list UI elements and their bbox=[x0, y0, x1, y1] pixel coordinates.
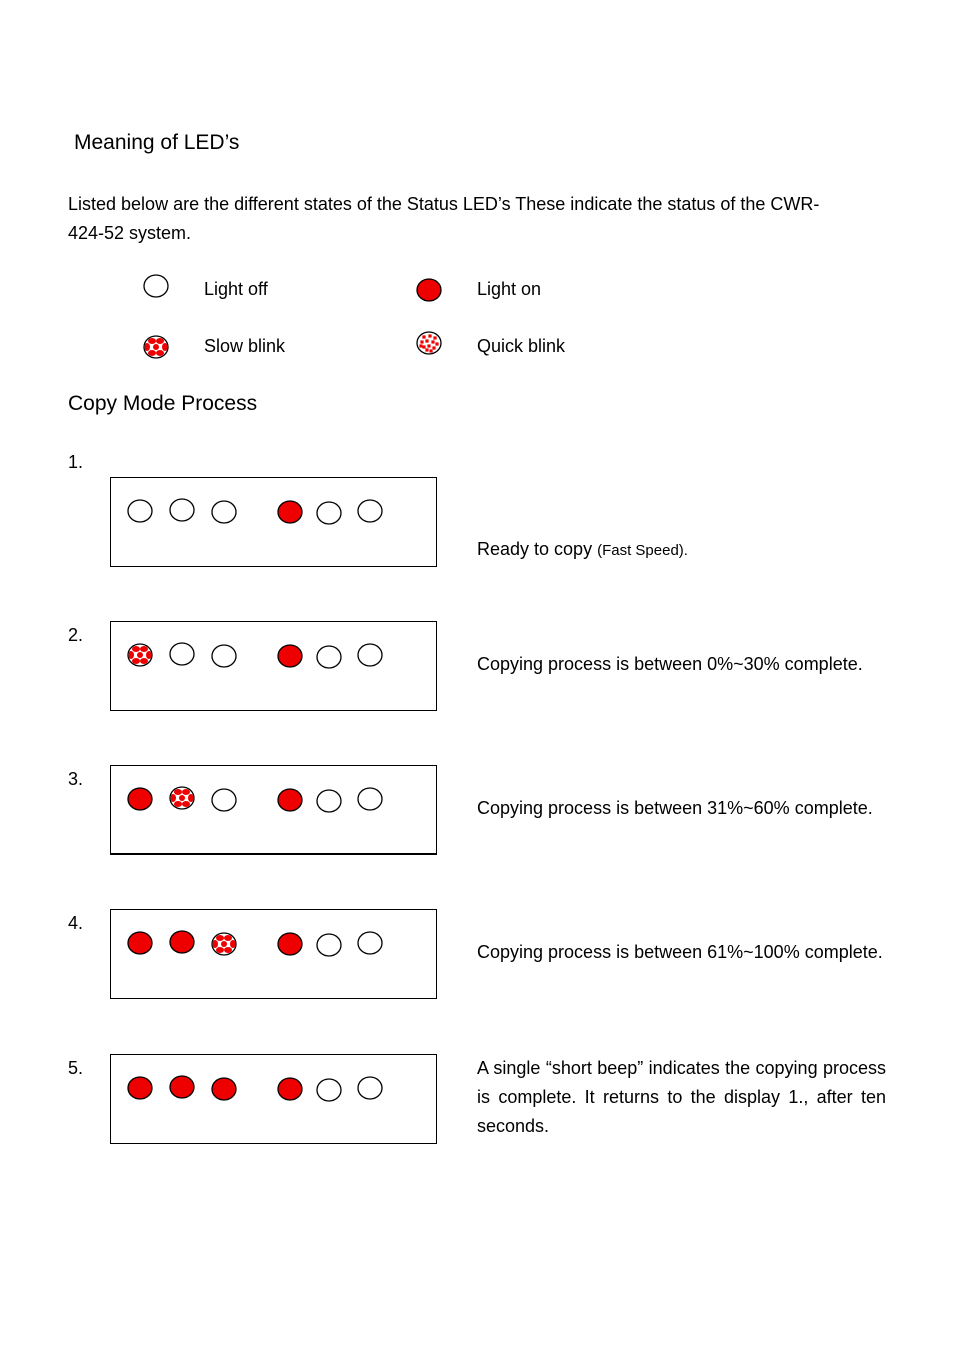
led-off-icon bbox=[357, 1076, 383, 1100]
page-title: Meaning of LED’s bbox=[74, 131, 240, 154]
led-on-icon bbox=[127, 931, 153, 955]
section-title: Copy Mode Process bbox=[68, 392, 258, 415]
led-off-icon bbox=[357, 643, 383, 667]
step-number: 5. bbox=[68, 1058, 84, 1078]
intro-paragraph: Listed below are the different states of the Status LED’s These indicate the status of the CWR-424-52 system. bbox=[68, 194, 820, 243]
led-panel bbox=[110, 477, 437, 567]
led-slow-icon bbox=[127, 643, 153, 667]
led-off-icon bbox=[357, 499, 383, 523]
led-panel bbox=[110, 1054, 437, 1144]
led-slow-icon bbox=[211, 932, 237, 956]
led-off-icon bbox=[357, 787, 383, 811]
legend-label-quick-blink: Quick blink bbox=[477, 336, 566, 356]
led-on-icon bbox=[277, 500, 303, 524]
led-off-icon bbox=[169, 642, 195, 666]
led-slow-blink-icon bbox=[143, 335, 169, 359]
led-slow-icon bbox=[169, 786, 195, 810]
led-off-icon bbox=[211, 644, 237, 668]
led-off-icon bbox=[127, 499, 153, 523]
legend-label-light-on: Light on bbox=[477, 279, 542, 299]
step-description bbox=[477, 535, 886, 565]
step-description: Copying process is between 0%~30% complete. bbox=[477, 654, 863, 674]
step-description-note: (Fast Speed). bbox=[597, 542, 688, 559]
led-on-icon bbox=[416, 278, 442, 302]
led-on-icon bbox=[277, 644, 303, 668]
led-on-icon bbox=[127, 1076, 153, 1100]
led-on-icon bbox=[277, 1077, 303, 1101]
step-number: 3. bbox=[68, 769, 84, 789]
led-quick-blink-icon bbox=[416, 331, 442, 355]
led-off-icon bbox=[316, 789, 342, 813]
led-on-icon bbox=[169, 930, 195, 954]
led-on-icon bbox=[127, 787, 153, 811]
led-off-icon bbox=[143, 274, 169, 298]
led-off-icon bbox=[211, 500, 237, 524]
led-on-icon bbox=[277, 932, 303, 956]
led-off-icon bbox=[316, 1078, 342, 1102]
step-description: Copying process is between 61%~100% complete. bbox=[477, 942, 883, 962]
legend-label-light-off: Light off bbox=[204, 279, 268, 299]
led-off-icon bbox=[357, 931, 383, 955]
led-off-icon bbox=[211, 788, 237, 812]
step-number: 2. bbox=[68, 625, 84, 645]
led-panel bbox=[110, 621, 437, 711]
led-on-icon bbox=[211, 1077, 237, 1101]
step-description: A single “short beep” indicates the copying process is complete. It returns to the display 1., after ten seconds. bbox=[477, 1058, 886, 1136]
step-number: 1. bbox=[68, 452, 84, 472]
led-on-icon bbox=[277, 788, 303, 812]
step-number: 4. bbox=[68, 913, 84, 933]
step-description: Copying process is between 31%~60% complete. bbox=[477, 798, 873, 818]
led-off-icon bbox=[169, 498, 195, 522]
led-off-icon bbox=[316, 645, 342, 669]
led-on-icon bbox=[169, 1075, 195, 1099]
led-panel bbox=[110, 765, 437, 855]
led-panel bbox=[110, 909, 437, 999]
led-off-icon bbox=[316, 933, 342, 957]
legend-label-slow-blink: Slow blink bbox=[204, 336, 286, 356]
step-description-text: Ready to copy bbox=[477, 539, 598, 559]
led-off-icon bbox=[316, 501, 342, 525]
